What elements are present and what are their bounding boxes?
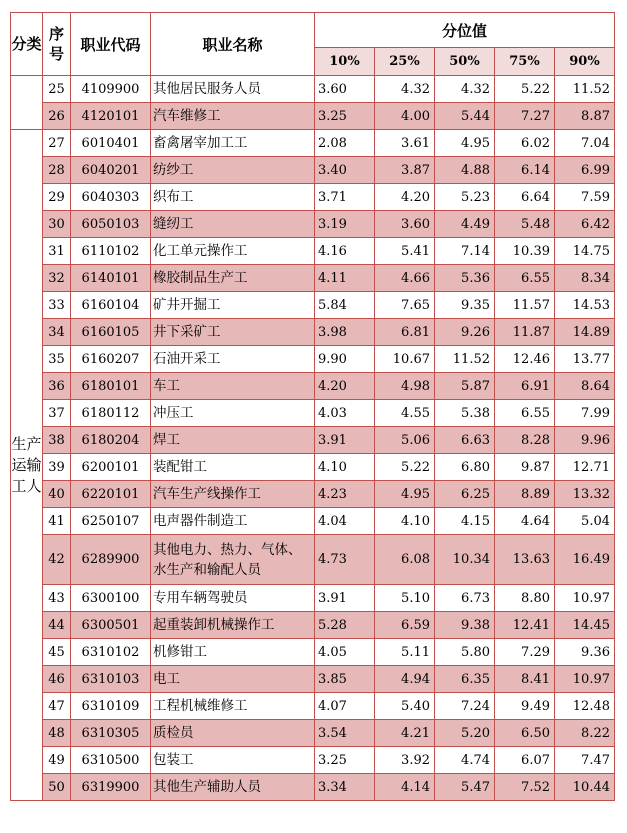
value-p50-cell: 6.63 bbox=[435, 427, 495, 454]
value-p90-cell: 13.32 bbox=[555, 481, 615, 508]
table-row bbox=[11, 639, 615, 666]
value-p75-cell: 9.49 bbox=[495, 693, 555, 720]
value-p10-cell: 3.54 bbox=[315, 720, 375, 747]
occupation-code-cell: 4109900 bbox=[71, 76, 151, 103]
value-p25-cell: 4.14 bbox=[375, 774, 435, 801]
seq-cell: 27 bbox=[43, 130, 71, 157]
table-row bbox=[11, 373, 615, 400]
seq-cell: 48 bbox=[43, 720, 71, 747]
header-p75: 75% bbox=[495, 48, 555, 76]
value-p75-cell: 7.29 bbox=[495, 639, 555, 666]
occupation-name-cell: 石油开采工 bbox=[151, 346, 315, 373]
value-p90-cell: 5.04 bbox=[555, 508, 615, 535]
occupation-name-cell: 汽车生产线操作工 bbox=[151, 481, 315, 508]
header-category: 分类 bbox=[11, 13, 43, 76]
occupation-code-cell: 6040201 bbox=[71, 157, 151, 184]
occupation-code-cell: 6140101 bbox=[71, 265, 151, 292]
occupation-name-cell: 专用车辆驾驶员 bbox=[151, 585, 315, 612]
table-row bbox=[11, 76, 615, 103]
value-p10-cell: 3.25 bbox=[315, 103, 375, 130]
value-p90-cell: 9.96 bbox=[555, 427, 615, 454]
value-p90-cell: 8.22 bbox=[555, 720, 615, 747]
value-p90-cell: 8.34 bbox=[555, 265, 615, 292]
value-p75-cell: 11.87 bbox=[495, 319, 555, 346]
value-p90-cell: 10.44 bbox=[555, 774, 615, 801]
occupation-name-cell: 化工单元操作工 bbox=[151, 238, 315, 265]
value-p75-cell: 5.48 bbox=[495, 211, 555, 238]
value-p10-cell: 5.84 bbox=[315, 292, 375, 319]
value-p25-cell: 4.32 bbox=[375, 76, 435, 103]
seq-cell: 32 bbox=[43, 265, 71, 292]
header-seq: 序号 bbox=[43, 13, 71, 76]
occupation-name-cell: 其他电力、热力、气体、水生产和输配人员 bbox=[151, 535, 315, 585]
value-p25-cell: 4.94 bbox=[375, 666, 435, 693]
value-p90-cell: 7.47 bbox=[555, 747, 615, 774]
occupation-code-cell: 6180101 bbox=[71, 373, 151, 400]
seq-cell: 31 bbox=[43, 238, 71, 265]
occupation-code-cell: 6180112 bbox=[71, 400, 151, 427]
occupation-name-cell: 矿井开掘工 bbox=[151, 292, 315, 319]
seq-cell: 50 bbox=[43, 774, 71, 801]
table-row bbox=[11, 454, 615, 481]
table-row bbox=[11, 130, 615, 157]
occupation-name-cell: 井下采矿工 bbox=[151, 319, 315, 346]
occupation-name-cell: 其他居民服务人员 bbox=[151, 76, 315, 103]
table-row bbox=[11, 612, 615, 639]
occupation-name-cell: 织布工 bbox=[151, 184, 315, 211]
value-p75-cell: 8.80 bbox=[495, 585, 555, 612]
occupation-name-cell: 畜禽屠宰加工工 bbox=[151, 130, 315, 157]
value-p75-cell: 11.57 bbox=[495, 292, 555, 319]
value-p50-cell: 9.35 bbox=[435, 292, 495, 319]
value-p50-cell: 4.88 bbox=[435, 157, 495, 184]
occupation-code-cell: 6300100 bbox=[71, 585, 151, 612]
value-p75-cell: 6.91 bbox=[495, 373, 555, 400]
value-p10-cell: 4.23 bbox=[315, 481, 375, 508]
value-p50-cell: 5.36 bbox=[435, 265, 495, 292]
value-p90-cell: 10.97 bbox=[555, 585, 615, 612]
value-p75-cell: 7.52 bbox=[495, 774, 555, 801]
table-row bbox=[11, 508, 615, 535]
value-p90-cell: 13.77 bbox=[555, 346, 615, 373]
occupation-code-cell: 6220101 bbox=[71, 481, 151, 508]
table-row bbox=[11, 103, 615, 130]
value-p90-cell: 12.48 bbox=[555, 693, 615, 720]
value-p25-cell: 5.06 bbox=[375, 427, 435, 454]
table-row bbox=[11, 292, 615, 319]
header-p10: 10% bbox=[315, 48, 375, 76]
occupation-code-cell: 6310103 bbox=[71, 666, 151, 693]
value-p10-cell: 3.91 bbox=[315, 427, 375, 454]
occupation-code-cell: 6160105 bbox=[71, 319, 151, 346]
table-row bbox=[11, 693, 615, 720]
occupation-code-cell: 4120101 bbox=[71, 103, 151, 130]
value-p90-cell: 14.75 bbox=[555, 238, 615, 265]
seq-cell: 28 bbox=[43, 157, 71, 184]
value-p25-cell: 4.21 bbox=[375, 720, 435, 747]
value-p10-cell: 4.10 bbox=[315, 454, 375, 481]
value-p25-cell: 10.67 bbox=[375, 346, 435, 373]
occupation-code-cell: 6310109 bbox=[71, 693, 151, 720]
value-p50-cell: 9.38 bbox=[435, 612, 495, 639]
seq-cell: 39 bbox=[43, 454, 71, 481]
category-cell-empty bbox=[11, 76, 43, 130]
value-p25-cell: 3.61 bbox=[375, 130, 435, 157]
percentile-table-container bbox=[10, 12, 615, 801]
occupation-code-cell: 6050103 bbox=[71, 211, 151, 238]
value-p25-cell: 4.98 bbox=[375, 373, 435, 400]
category-cell: 生产运输工人 bbox=[11, 130, 43, 801]
value-p90-cell: 14.45 bbox=[555, 612, 615, 639]
table-row bbox=[11, 720, 615, 747]
value-p10-cell: 9.90 bbox=[315, 346, 375, 373]
value-p75-cell: 9.87 bbox=[495, 454, 555, 481]
seq-cell: 33 bbox=[43, 292, 71, 319]
value-p10-cell: 4.16 bbox=[315, 238, 375, 265]
value-p50-cell: 4.95 bbox=[435, 130, 495, 157]
occupation-name-cell: 质检员 bbox=[151, 720, 315, 747]
value-p90-cell: 6.99 bbox=[555, 157, 615, 184]
value-p25-cell: 6.81 bbox=[375, 319, 435, 346]
value-p10-cell: 4.05 bbox=[315, 639, 375, 666]
value-p75-cell: 7.27 bbox=[495, 103, 555, 130]
occupation-name-cell: 电工 bbox=[151, 666, 315, 693]
occupation-code-cell: 6310102 bbox=[71, 639, 151, 666]
occupation-code-cell: 6300501 bbox=[71, 612, 151, 639]
value-p10-cell: 3.91 bbox=[315, 585, 375, 612]
value-p90-cell: 7.99 bbox=[555, 400, 615, 427]
value-p90-cell: 6.42 bbox=[555, 211, 615, 238]
seq-cell: 34 bbox=[43, 319, 71, 346]
seq-cell: 40 bbox=[43, 481, 71, 508]
value-p25-cell: 4.20 bbox=[375, 184, 435, 211]
value-p10-cell: 5.28 bbox=[315, 612, 375, 639]
seq-cell: 42 bbox=[43, 535, 71, 585]
occupation-code-cell: 6040303 bbox=[71, 184, 151, 211]
seq-cell: 26 bbox=[43, 103, 71, 130]
value-p50-cell: 5.23 bbox=[435, 184, 495, 211]
value-p10-cell: 2.08 bbox=[315, 130, 375, 157]
occupation-name-cell: 冲压工 bbox=[151, 400, 315, 427]
value-p50-cell: 4.49 bbox=[435, 211, 495, 238]
value-p75-cell: 6.64 bbox=[495, 184, 555, 211]
value-p25-cell: 4.55 bbox=[375, 400, 435, 427]
occupation-code-cell: 6319900 bbox=[71, 774, 151, 801]
value-p25-cell: 3.92 bbox=[375, 747, 435, 774]
value-p90-cell: 10.97 bbox=[555, 666, 615, 693]
value-p75-cell: 6.02 bbox=[495, 130, 555, 157]
value-p50-cell: 5.47 bbox=[435, 774, 495, 801]
value-p25-cell: 4.00 bbox=[375, 103, 435, 130]
value-p25-cell: 3.87 bbox=[375, 157, 435, 184]
value-p10-cell: 4.73 bbox=[315, 535, 375, 585]
occupation-percentile-table bbox=[10, 12, 615, 801]
value-p10-cell: 4.20 bbox=[315, 373, 375, 400]
header-code: 职业代码 bbox=[71, 13, 151, 76]
value-p90-cell: 14.89 bbox=[555, 319, 615, 346]
value-p75-cell: 13.63 bbox=[495, 535, 555, 585]
value-p25-cell: 3.60 bbox=[375, 211, 435, 238]
value-p50-cell: 4.15 bbox=[435, 508, 495, 535]
seq-cell: 38 bbox=[43, 427, 71, 454]
value-p50-cell: 9.26 bbox=[435, 319, 495, 346]
occupation-name-cell: 橡胶制品生产工 bbox=[151, 265, 315, 292]
table-body bbox=[11, 76, 615, 801]
occupation-name-cell: 汽车维修工 bbox=[151, 103, 315, 130]
value-p90-cell: 11.52 bbox=[555, 76, 615, 103]
table-row bbox=[11, 666, 615, 693]
occupation-code-cell: 6200101 bbox=[71, 454, 151, 481]
value-p10-cell: 4.03 bbox=[315, 400, 375, 427]
value-p50-cell: 10.34 bbox=[435, 535, 495, 585]
value-p10-cell: 3.60 bbox=[315, 76, 375, 103]
value-p75-cell: 5.22 bbox=[495, 76, 555, 103]
header-percentile-group: 分位值 bbox=[315, 13, 615, 48]
occupation-code-cell: 6250107 bbox=[71, 508, 151, 535]
value-p25-cell: 5.10 bbox=[375, 585, 435, 612]
value-p50-cell: 6.80 bbox=[435, 454, 495, 481]
value-p90-cell: 7.04 bbox=[555, 130, 615, 157]
value-p10-cell: 4.04 bbox=[315, 508, 375, 535]
table-row bbox=[11, 346, 615, 373]
seq-cell: 46 bbox=[43, 666, 71, 693]
table-row bbox=[11, 319, 615, 346]
value-p75-cell: 10.39 bbox=[495, 238, 555, 265]
value-p90-cell: 8.87 bbox=[555, 103, 615, 130]
value-p25-cell: 5.40 bbox=[375, 693, 435, 720]
value-p90-cell: 12.71 bbox=[555, 454, 615, 481]
value-p75-cell: 6.50 bbox=[495, 720, 555, 747]
seq-cell: 49 bbox=[43, 747, 71, 774]
occupation-name-cell: 纺纱工 bbox=[151, 157, 315, 184]
value-p25-cell: 6.08 bbox=[375, 535, 435, 585]
value-p10-cell: 3.34 bbox=[315, 774, 375, 801]
occupation-code-cell: 6289900 bbox=[71, 535, 151, 585]
seq-cell: 37 bbox=[43, 400, 71, 427]
table-row bbox=[11, 481, 615, 508]
value-p50-cell: 5.80 bbox=[435, 639, 495, 666]
table-row bbox=[11, 427, 615, 454]
header-p25: 25% bbox=[375, 48, 435, 76]
value-p50-cell: 4.32 bbox=[435, 76, 495, 103]
table-row bbox=[11, 400, 615, 427]
value-p50-cell: 5.38 bbox=[435, 400, 495, 427]
occupation-name-cell: 装配钳工 bbox=[151, 454, 315, 481]
value-p75-cell: 12.41 bbox=[495, 612, 555, 639]
occupation-code-cell: 6310305 bbox=[71, 720, 151, 747]
value-p75-cell: 8.89 bbox=[495, 481, 555, 508]
value-p50-cell: 6.35 bbox=[435, 666, 495, 693]
seq-cell: 35 bbox=[43, 346, 71, 373]
occupation-name-cell: 电声器件制造工 bbox=[151, 508, 315, 535]
value-p25-cell: 6.59 bbox=[375, 612, 435, 639]
occupation-name-cell: 工程机械维修工 bbox=[151, 693, 315, 720]
value-p50-cell: 6.25 bbox=[435, 481, 495, 508]
value-p90-cell: 8.64 bbox=[555, 373, 615, 400]
value-p50-cell: 4.74 bbox=[435, 747, 495, 774]
value-p25-cell: 4.95 bbox=[375, 481, 435, 508]
value-p25-cell: 5.22 bbox=[375, 454, 435, 481]
occupation-name-cell: 起重装卸机械操作工 bbox=[151, 612, 315, 639]
seq-cell: 30 bbox=[43, 211, 71, 238]
table-row bbox=[11, 157, 615, 184]
value-p50-cell: 5.20 bbox=[435, 720, 495, 747]
seq-cell: 41 bbox=[43, 508, 71, 535]
occupation-code-cell: 6160207 bbox=[71, 346, 151, 373]
seq-cell: 45 bbox=[43, 639, 71, 666]
occupation-name-cell: 车工 bbox=[151, 373, 315, 400]
table-row bbox=[11, 265, 615, 292]
value-p10-cell: 3.98 bbox=[315, 319, 375, 346]
value-p10-cell: 3.40 bbox=[315, 157, 375, 184]
value-p75-cell: 6.14 bbox=[495, 157, 555, 184]
value-p10-cell: 3.25 bbox=[315, 747, 375, 774]
occupation-code-cell: 6110102 bbox=[71, 238, 151, 265]
occupation-name-cell: 包装工 bbox=[151, 747, 315, 774]
seq-cell: 44 bbox=[43, 612, 71, 639]
occupation-name-cell: 机修钳工 bbox=[151, 639, 315, 666]
value-p25-cell: 7.65 bbox=[375, 292, 435, 319]
value-p50-cell: 6.73 bbox=[435, 585, 495, 612]
seq-cell: 36 bbox=[43, 373, 71, 400]
seq-cell: 47 bbox=[43, 693, 71, 720]
value-p50-cell: 5.87 bbox=[435, 373, 495, 400]
value-p10-cell: 3.85 bbox=[315, 666, 375, 693]
value-p50-cell: 7.14 bbox=[435, 238, 495, 265]
seq-cell: 29 bbox=[43, 184, 71, 211]
seq-cell: 25 bbox=[43, 76, 71, 103]
value-p75-cell: 6.55 bbox=[495, 400, 555, 427]
occupation-name-cell: 其他生产辅助人员 bbox=[151, 774, 315, 801]
table-row bbox=[11, 585, 615, 612]
value-p50-cell: 11.52 bbox=[435, 346, 495, 373]
value-p90-cell: 7.59 bbox=[555, 184, 615, 211]
value-p25-cell: 4.10 bbox=[375, 508, 435, 535]
value-p10-cell: 3.19 bbox=[315, 211, 375, 238]
value-p90-cell: 9.36 bbox=[555, 639, 615, 666]
value-p10-cell: 4.11 bbox=[315, 265, 375, 292]
table-row bbox=[11, 535, 615, 585]
value-p50-cell: 7.24 bbox=[435, 693, 495, 720]
value-p90-cell: 14.53 bbox=[555, 292, 615, 319]
value-p25-cell: 4.66 bbox=[375, 265, 435, 292]
table-row bbox=[11, 238, 615, 265]
table-row bbox=[11, 211, 615, 238]
occupation-name-cell: 缝纫工 bbox=[151, 211, 315, 238]
occupation-code-cell: 6180204 bbox=[71, 427, 151, 454]
value-p75-cell: 12.46 bbox=[495, 346, 555, 373]
value-p90-cell: 16.49 bbox=[555, 535, 615, 585]
value-p75-cell: 8.41 bbox=[495, 666, 555, 693]
table-row bbox=[11, 747, 615, 774]
value-p25-cell: 5.11 bbox=[375, 639, 435, 666]
occupation-code-cell: 6010401 bbox=[71, 130, 151, 157]
occupation-name-cell: 焊工 bbox=[151, 427, 315, 454]
header-p90: 90% bbox=[555, 48, 615, 76]
value-p75-cell: 6.07 bbox=[495, 747, 555, 774]
value-p75-cell: 4.64 bbox=[495, 508, 555, 535]
occupation-code-cell: 6160104 bbox=[71, 292, 151, 319]
occupation-code-cell: 6310500 bbox=[71, 747, 151, 774]
value-p10-cell: 4.07 bbox=[315, 693, 375, 720]
table-row bbox=[11, 774, 615, 801]
header-name: 职业名称 bbox=[151, 13, 315, 76]
value-p25-cell: 5.41 bbox=[375, 238, 435, 265]
table-row bbox=[11, 184, 615, 211]
header-p50: 50% bbox=[435, 48, 495, 76]
seq-cell: 43 bbox=[43, 585, 71, 612]
value-p75-cell: 8.28 bbox=[495, 427, 555, 454]
value-p10-cell: 3.71 bbox=[315, 184, 375, 211]
value-p50-cell: 5.44 bbox=[435, 103, 495, 130]
value-p75-cell: 6.55 bbox=[495, 265, 555, 292]
